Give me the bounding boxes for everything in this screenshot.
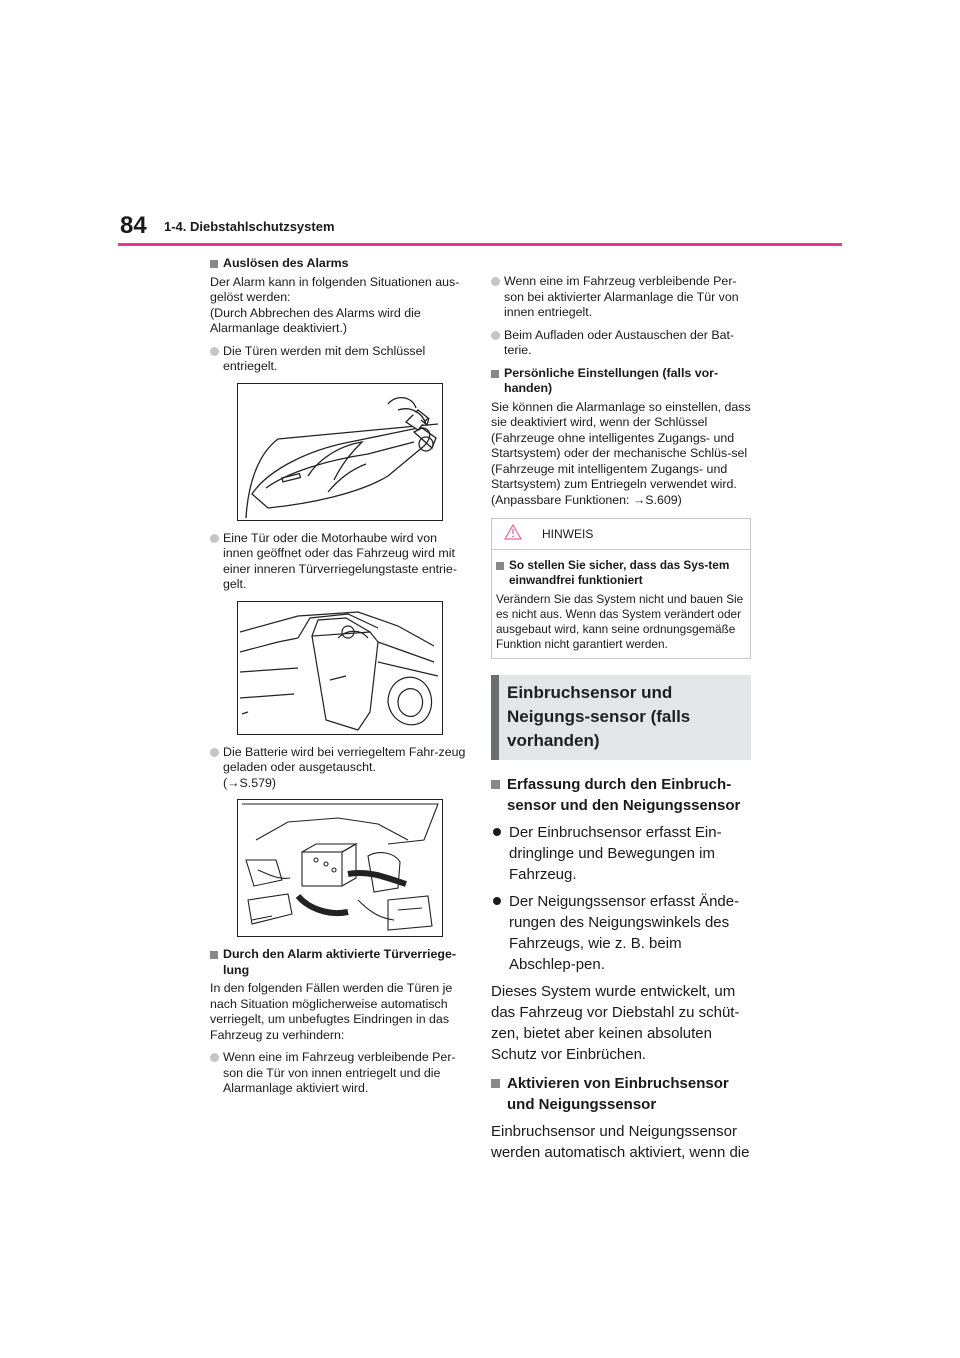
dot-tilt: Der Neigungssensor erfasst Ände-rungen des Neigungswinkels des Fahrzeugs, wie z. B. beim Abschlep-pen.	[491, 891, 751, 975]
engine-bay-illustration	[237, 799, 443, 937]
activate-heading: Aktivieren von Einbruchsensor und Neigungssensor	[491, 1073, 751, 1115]
warning-icon	[504, 524, 522, 540]
bullet-hood-open: Eine Tür oder die Motorhaube wird von innen geöffnet oder das Fahrzeug wird mit einer inneren Türverriegelungstaste entrie-gelt.	[210, 531, 466, 593]
car-door-illustration	[237, 601, 443, 735]
sensor-section-banner: Einbruchsensor und Neigungs-sensor (falls vorhanden)	[491, 675, 751, 760]
section-title: 1-4. Diebstahlschutzsystem	[164, 219, 335, 234]
alarm-intro-text: Der Alarm kann in folgenden Situationen aus-gelöst werden:	[210, 274, 460, 304]
bullet-person-right: Wenn eine im Fahrzeug verbleibende Per-son bei aktivierter Alarmanlage die Tür von innen entriegelt.	[491, 274, 751, 321]
hinweis-header	[492, 519, 750, 550]
header-rule	[118, 243, 842, 246]
lock-heading: Durch den Alarm aktivierte Türverriege-lung	[210, 947, 466, 978]
activate-text: Einbruchsensor und Neigungssensor werden automatisch aktiviert, wenn die	[491, 1123, 750, 1161]
personal-heading: Persönliche Einstellungen (falls vor-handen)	[491, 366, 751, 397]
bullet-person-left: Wenn eine im Fahrzeug verbleibende Per-son die Tür von innen entriegelt und die Alarmanlage aktiviert wird.	[210, 1050, 466, 1097]
detect-heading: Erfassung durch den Einbruch-sensor und den Neigungssensor	[491, 774, 751, 816]
battery-ref[interactable]: (→S.579)	[223, 775, 277, 790]
hinweis-title: HINWEIS	[542, 527, 594, 541]
hinweis-text: Verändern Sie das System nicht und bauen Sie es nicht aus. Wenn das System verändert oder ausgebaut wird, kann seine ordnungsgemäße Funktion nicht garantiert werden.	[496, 592, 744, 651]
alarm-note-text: (Durch Abbrechen des Alarms wird die Alarmanlage deaktiviert.)	[210, 305, 421, 335]
bullet-charge: Beim Aufladen oder Austauschen der Bat-terie.	[491, 328, 751, 359]
hinweis-heading: So stellen Sie sicher, dass das Sys-tem einwandfrei funktioniert	[496, 558, 746, 588]
system-text: Dieses System wurde entwickelt, um das Fahrzeug vor Diebstahl zu schüt-zen, bietet aber keinen absoluten Schutz vor Einbrüchen.	[491, 983, 740, 1063]
bullet-key-unlock: Die Türen werden mit dem Schlüssel entriegelt.	[210, 344, 466, 375]
door-handle-illustration	[237, 383, 443, 521]
alarm-intro	[210, 275, 466, 337]
hinweis-box	[491, 518, 751, 659]
hinweis-body	[492, 550, 750, 658]
alarm-heading: Auslösen des Alarms	[210, 256, 466, 272]
lock-intro: In den folgenden Fällen werden die Türen je nach Situation möglicherweise automatisch verriegelt, um unbefugtes Eindringen in das Fahrzeug zu verhindern:	[210, 981, 453, 1042]
personal-text: Sie können die Alarmanlage so einstellen, dass sie deaktiviert wird, wenn der Schlüssel (Fahrzeuge ohne intelligentes Zugangs- und Startsystem) oder der mechanische Schlüs-sel (Fahrzeuge mit intelligentem Zugangs- und Startsystem) zum Entriegeln verwendet wird.	[491, 399, 751, 491]
dot-intrusion: Der Einbruchsensor erfasst Ein-dringlinge und Bewegungen im Fahrzeug.	[491, 822, 751, 885]
left-column	[210, 256, 466, 1104]
page-number: 84	[120, 212, 147, 239]
bullet-battery: Die Batterie wird bei verriegeltem Fahr-zeug geladen oder ausgetauscht.	[210, 745, 466, 776]
right-column	[491, 274, 751, 1171]
sensor-section	[491, 774, 751, 1163]
personal-ref[interactable]: (Anpassbare Funktionen: →S.609)	[491, 492, 682, 507]
